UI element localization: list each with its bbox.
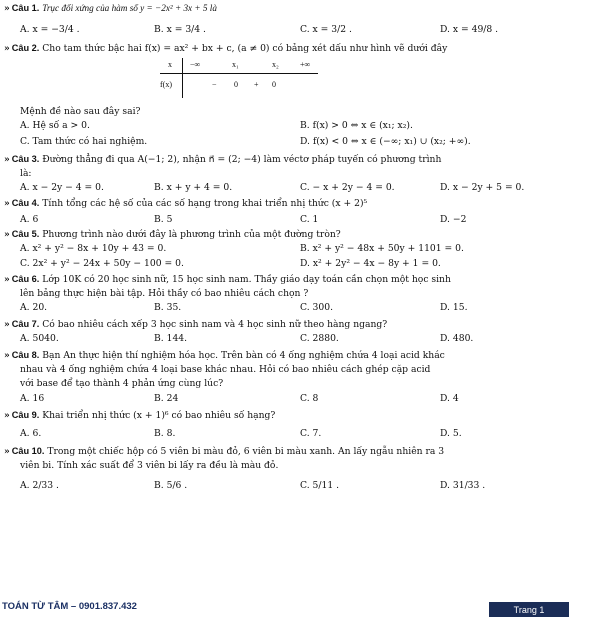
sign-table-cell: +∞	[300, 60, 311, 69]
sign-table-cell: −∞	[190, 60, 201, 69]
option-b: B. 5	[154, 214, 173, 225]
option-a: A. 2/33 .	[20, 480, 59, 491]
option-d: D. x = 49/8 .	[440, 24, 499, 35]
question-10: » Câu 10. Trong một chiếc hộp có 5 viên bi màu đỏ, 6 viên bi màu xanh. An lấy ngẫu nhiên ra 3	[4, 446, 445, 457]
question-label: Câu 8.	[11, 350, 40, 360]
option-d: D. 31/33 .	[440, 480, 486, 491]
option-a: A. 16	[20, 393, 45, 404]
question-text: Có bao nhiêu cách xếp 3 học sinh nam và 4 học sinh nữ theo hàng ngang?	[42, 319, 388, 330]
question-text-cont: lên bảng thực hiện bài tập. Hỏi thầy có bao nhiêu cách chọn ?	[20, 288, 309, 299]
question-3: » Câu 3. Đường thẳng đi qua A(−1; 2), nhận n⃗ = (2; −4) làm véctơ pháp tuyến có phương trình	[4, 154, 442, 165]
question-label: Câu 2.	[11, 43, 40, 53]
question-label: Câu 10.	[11, 446, 45, 456]
option-b: B. 5/6 .	[154, 480, 188, 491]
option-a: A. x − 2y − 4 = 0.	[20, 182, 104, 193]
question-text: Trong một chiếc hộp có 5 viên bi màu đỏ, 6 viên bi màu xanh. An lấy ngẫu nhiên ra 3	[47, 446, 445, 457]
option-b: B. x = 3/4 .	[154, 24, 206, 35]
option-a: A. 5040.	[20, 333, 59, 344]
option-b: B. 144.	[154, 333, 188, 344]
option-b: B. x + y + 4 = 0.	[154, 182, 233, 193]
option-a: A. 6.	[20, 428, 42, 439]
option-b: B. 35.	[154, 302, 182, 313]
question-label: Câu 5.	[11, 229, 40, 239]
sign-table	[160, 56, 320, 100]
question-4: » Câu 4. Tính tổng các hệ số của các số hạng trong khai triển nhị thức (x + 2)⁵	[4, 198, 368, 209]
question-label: Câu 6.	[11, 274, 40, 284]
option-a: A. x² + y² − 8x + 10y + 43 = 0.	[20, 243, 167, 254]
question-label: Câu 9.	[11, 410, 40, 420]
option-d: D. 15.	[440, 302, 468, 313]
option-b: B. 8.	[154, 428, 176, 439]
question-text-cont: là:	[20, 168, 32, 179]
question-7: » Câu 7. Có bao nhiêu cách xếp 3 học sinh nam và 4 học sinh nữ theo hàng ngang?	[4, 319, 388, 330]
option-d: D. 480.	[440, 333, 474, 344]
option-c: C. 8	[300, 393, 319, 404]
question-label: Câu 7.	[11, 319, 40, 329]
question-label: Câu 3.	[11, 154, 40, 164]
sign-table-cell: x₂	[272, 60, 279, 69]
option-c: C. 2880.	[300, 333, 339, 344]
option-b: B. f(x) > 0 ⇔ x ∈ (x₁; x₂).	[300, 120, 413, 131]
question-text: Đường thẳng đi qua A(−1; 2), nhận n⃗ = (2; −4) làm véctơ pháp tuyến có phương trình	[42, 154, 442, 165]
question-5: » Câu 5. Phương trình nào dưới đây là phương trình của một đường tròn?	[4, 229, 341, 240]
option-d: D. 4	[440, 393, 459, 404]
option-d: D. f(x) < 0 ⇔ x ∈ (−∞; x₁) ∪ (x₂; +∞).	[300, 136, 471, 147]
question-1: » Câu 1. Trục đối xứng của hàm số y = −2x² + 3x + 5 là	[4, 3, 217, 14]
option-c: C. 1	[300, 214, 319, 225]
option-c: C. 7.	[300, 428, 322, 439]
question-2: » Câu 2. Cho tam thức bậc hai f(x) = ax² + bx + c, (a ≠ 0) có bảng xét dấu như hình vẽ dưới đây	[4, 43, 448, 54]
question-text: Lớp 10K có 20 học sinh nữ, 15 học sinh nam. Thầy giáo dạy toán cần chọn một học sinh	[42, 274, 451, 285]
sign-table-cell: x₁	[232, 60, 239, 69]
sign-table-cell: 0	[234, 80, 238, 89]
option-c: C. 2x² + y² − 24x + 50y − 100 = 0.	[20, 258, 184, 269]
question-text: Phương trình nào dưới đây là phương trình của một đường tròn?	[42, 229, 341, 240]
option-a: A. Hệ số a > 0.	[20, 120, 90, 131]
option-a: A. x = −3/4 .	[20, 24, 80, 35]
option-a: A. 6	[20, 214, 39, 225]
question-text: Cho tam thức bậc hai f(x) = ax² + bx + c, (a ≠ 0) có bảng xét dấu như hình vẽ dưới đây	[42, 43, 448, 54]
option-d: D. −2	[440, 214, 467, 225]
option-d: D. x − 2y + 5 = 0.	[440, 182, 525, 193]
question-text: Khai triển nhị thức (x + 1)⁶ có bao nhiêu số hạng?	[42, 410, 276, 421]
sign-table-cell: +	[254, 80, 259, 89]
option-b: B. x² + y² − 48x + 50y + 1101 = 0.	[300, 243, 464, 254]
option-c: C. − x + 2y − 4 = 0.	[300, 182, 395, 193]
question-label: Câu 4.	[11, 198, 40, 208]
footer-author: TOÁN TỪ TÂM – 0901.837.432	[2, 601, 137, 612]
option-c: C. Tam thức có hai nghiệm.	[20, 136, 148, 147]
question-ask: Mệnh đề nào sau đây sai?	[20, 106, 141, 117]
question-text-cont: viên bi. Tính xác suất để 3 viên bi lấy ra đều là màu đỏ.	[20, 460, 279, 471]
option-d: D. 5.	[440, 428, 462, 439]
option-c: C. 300.	[300, 302, 333, 313]
question-9: » Câu 9. Khai triển nhị thức (x + 1)⁶ có bao nhiêu số hạng?	[4, 410, 276, 421]
question-text: Bạn An thực hiện thí nghiệm hóa học. Trên bàn có 4 ống nghiệm chứa 4 loại acid khác	[42, 350, 445, 361]
option-c: C. 5/11 .	[300, 480, 340, 491]
option-a: A. 20.	[20, 302, 48, 313]
option-b: B. 24	[154, 393, 179, 404]
sign-table-cell: −	[212, 80, 217, 89]
question-text: Tính tổng các hệ số của các số hạng trong khai triển nhị thức (x + 2)⁵	[42, 198, 368, 209]
sign-table-x: x	[168, 60, 172, 69]
sign-table-fx: f(x)	[160, 80, 172, 89]
question-text-cont: nhau và 4 ống nghiệm chứa 4 loại base khác nhau. Hỏi có bao nhiêu cách ghép cặp acid	[20, 364, 431, 375]
question-label: Câu 1.	[11, 3, 40, 13]
question-6: » Câu 6. Lớp 10K có 20 học sinh nữ, 15 học sinh nam. Thầy giáo dạy toán cần chọn một học sinh	[4, 274, 451, 285]
page-number-badge: Trang 1	[489, 602, 569, 617]
question-text: Trục đối xứng của hàm số y = −2x² + 3x + 5 là	[42, 3, 217, 13]
option-c: C. x = 3/2 .	[300, 24, 352, 35]
question-8: » Câu 8. Bạn An thực hiện thí nghiệm hóa học. Trên bàn có 4 ống nghiệm chứa 4 loại acid khác	[4, 350, 445, 361]
sign-table-cell: 0	[272, 80, 276, 89]
question-text-cont: với base để tạo thành 4 phản ứng cùng lúc?	[20, 378, 224, 389]
option-d: D. x² + 2y² − 4x − 8y + 1 = 0.	[300, 258, 441, 269]
